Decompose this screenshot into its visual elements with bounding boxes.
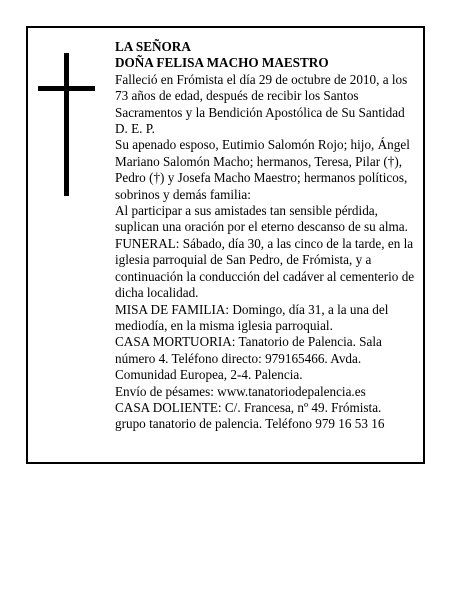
deceased-name: DOÑA FELISA MACHO MAESTRO [115, 55, 329, 71]
heading-title: LA SEÑORA [115, 39, 191, 54]
funeral-group-paragraph: grupo tanatorio de palencia. Teléfono 979 16 53 16 [115, 416, 385, 432]
family-paragraph: Su apenado esposo, Eutimio Salomón Rojo; hijo, Ángel Mariano Salomón Macho; hermanos, Teresa, Pilar (†), Pedro (†) y Josefa Macho Maestro; hermanos políticos, sobrinos y demás familia: [115, 137, 410, 202]
family-home-paragraph: CASA DOLIENTE: C/. Francesa, nº 49. Frómista. [115, 399, 382, 415]
request-paragraph: Al participar a sus amistades tan sensible pérdida, suplican una oración por el eterno descanso de su alma. [115, 203, 408, 235]
condolences-paragraph: Envío de pésames: www.tanatoriodepalencia.es [115, 383, 366, 399]
family-mass-paragraph: MISA DE FAMILIA: Domingo, día 31, a la una del mediodía, en la misma iglesia parroquial. [115, 301, 389, 333]
funeral-paragraph: FUNERAL: Sábado, día 30, a las cinco de la tarde, en la iglesia parroquial de San Pedro, de Frómista, y a continuación la conducción del cadáver al cementerio de dicha localidad. [115, 235, 415, 301]
obituary-text [115, 39, 420, 433]
death-notice-paragraph: Falleció en Frómista el día 29 de octubre de 2010, a los 73 años de edad, después de recibir los Santos Sacramentos y la Bendición Apostólica de Su Santidad D. E. P. [115, 71, 408, 137]
funeral-home-paragraph: CASA MORTUORIA: Tanatorio de Palencia. Sala número 4. Teléfono directo: 979165466. Avda. Comunidad Europea, 2-4. Palencia. [115, 334, 382, 383]
cross-vertical-bar [64, 53, 69, 196]
cross-horizontal-bar [38, 86, 95, 91]
